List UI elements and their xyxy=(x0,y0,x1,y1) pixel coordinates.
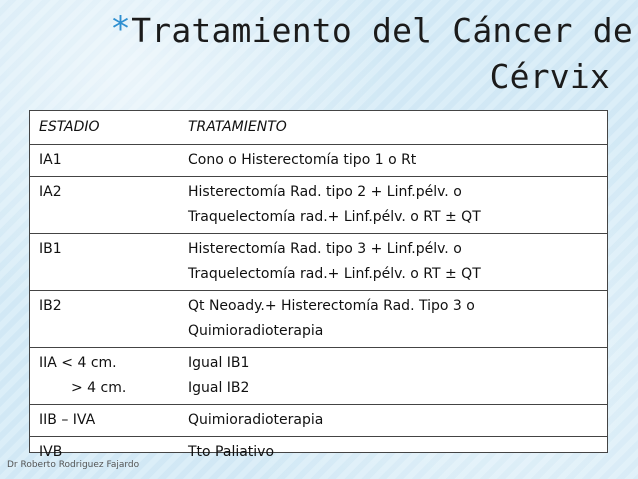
stage-text: > 4 cm. xyxy=(71,380,127,396)
title-line-2: Cérvix xyxy=(489,57,610,96)
title-line-1 xyxy=(112,8,633,54)
slide-title xyxy=(112,8,633,100)
treatment-text: Histerectomía Rad. tipo 3 + Linf.pélv. o xyxy=(188,241,462,257)
treatment-text: Quimioradioterapia xyxy=(188,323,324,339)
stage-text: IVB xyxy=(39,444,63,460)
stage-cell xyxy=(30,348,181,405)
title-line-1-text: Tratamiento del Cáncer de xyxy=(131,11,633,50)
column-header-treatment: TRATAMIENTO xyxy=(181,111,607,145)
table-row xyxy=(30,234,607,291)
treatment-text: Cono o Histerectomía tipo 1 o Rt xyxy=(188,152,417,168)
table-row xyxy=(30,291,607,348)
treatment-text: Histerectomía Rad. tipo 2 + Linf.pélv. o xyxy=(188,184,462,200)
treatment-table-container xyxy=(29,110,608,460)
treatment-cell xyxy=(181,405,607,437)
stage-text: IIA < 4 cm. xyxy=(39,355,117,371)
treatment-text: Igual IB2 xyxy=(188,380,250,396)
treatment-cell xyxy=(181,145,607,177)
stage-cell xyxy=(30,405,181,437)
stage-text: IB1 xyxy=(39,241,62,257)
treatment-text: Qt Neoady.+ Histerectomía Rad. Tipo 3 o xyxy=(188,298,475,314)
table-row xyxy=(30,348,607,405)
treatment-text: Traquelectomía rad.+ Linf.pélv. o RT ± QT xyxy=(188,209,481,225)
stage-text: IIB – IVA xyxy=(39,412,96,428)
table-row xyxy=(30,405,607,437)
stage-text: IA1 xyxy=(39,152,62,168)
stage-text: IB2 xyxy=(39,298,62,314)
stage-cell xyxy=(30,234,181,291)
stage-cell xyxy=(30,177,181,234)
stage-cell xyxy=(30,145,181,177)
table-header-row xyxy=(30,111,607,145)
title-bullet: * xyxy=(112,9,130,49)
treatment-text: Traquelectomía rad.+ Linf.pélv. o RT ± QT xyxy=(188,266,481,282)
treatment-cell xyxy=(181,291,607,348)
treatment-cell xyxy=(181,437,607,469)
table-row xyxy=(30,177,607,234)
table-row xyxy=(30,145,607,177)
treatment-table xyxy=(30,111,607,468)
stage-text: IA2 xyxy=(39,184,62,200)
treatment-cell xyxy=(181,234,607,291)
author-footer: Dr Roberto Rodriguez Fajardo xyxy=(7,460,140,470)
treatment-text: Igual IB1 xyxy=(188,355,250,371)
treatment-cell xyxy=(181,348,607,405)
column-header-stage: ESTADIO xyxy=(30,111,181,145)
treatment-cell xyxy=(181,177,607,234)
stage-cell xyxy=(30,291,181,348)
treatment-text: Tto Paliativo xyxy=(188,444,275,460)
treatment-text: Quimioradioterapia xyxy=(188,412,324,428)
